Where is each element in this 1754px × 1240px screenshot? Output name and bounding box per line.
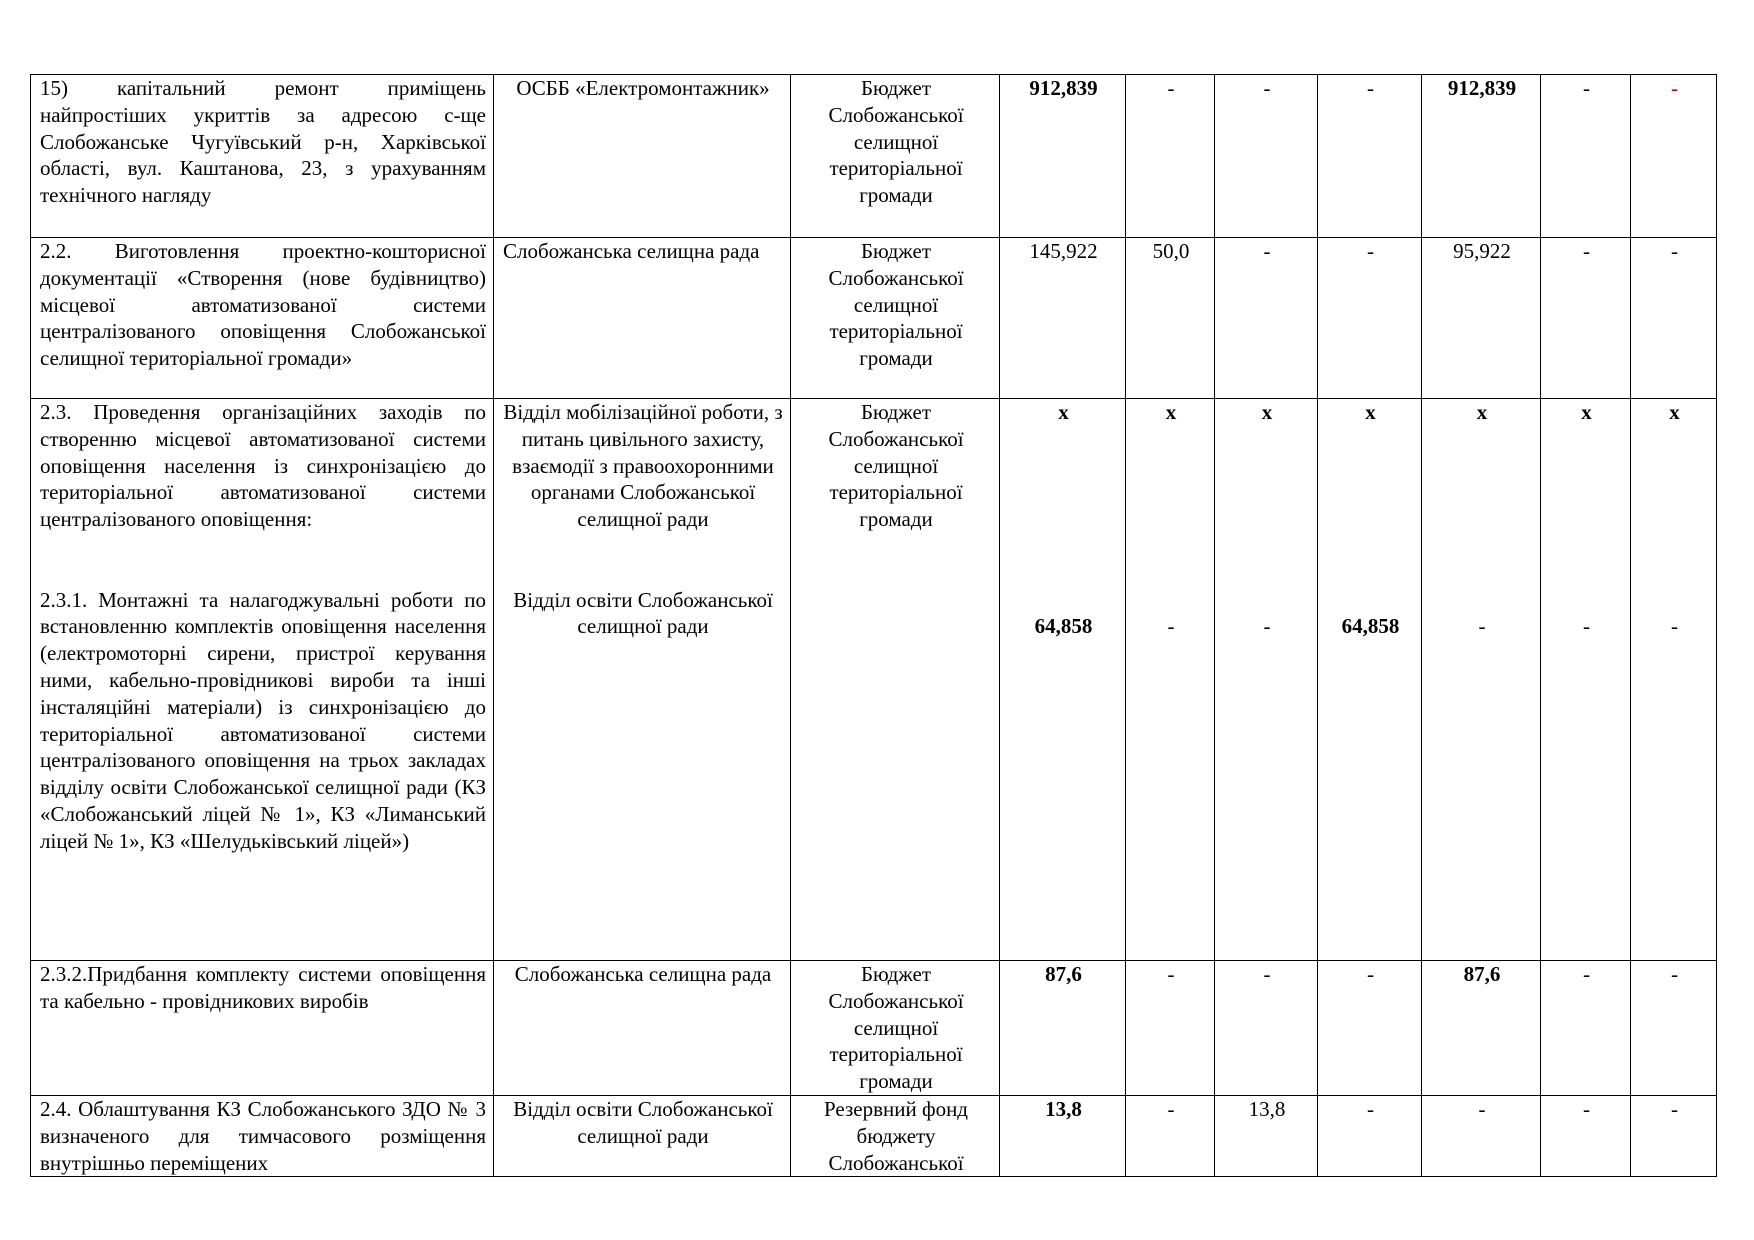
amount-cell — [1126, 399, 1215, 961]
amount-cell: - — [1126, 75, 1215, 238]
table-row — [31, 238, 1717, 399]
mark-x: x — [1365, 400, 1376, 424]
amount-cell: 13,8 — [1215, 1095, 1318, 1176]
measure-executor — [494, 399, 791, 961]
amount-cell: - — [1318, 75, 1422, 238]
funding-source: Бюджет Слобожанської селищної територіальної громади — [791, 399, 1000, 961]
amount-cell: - — [1631, 75, 1717, 238]
amount-cell: 95,922 — [1422, 238, 1541, 399]
amount-cell: - — [1126, 961, 1215, 1096]
measure-description-main: 2.3. Проведення організаційних заходів по створенню місцевої автоматизованої системи оповіщення населення із синхронізацією до територіальної автоматизованої системи централізованого оповіщення: — [40, 400, 486, 532]
total-amount: 145,922 — [1000, 238, 1126, 399]
total-amount: 13,8 — [1000, 1095, 1126, 1176]
amount-cell — [1215, 399, 1318, 961]
sub-measure-executor: Відділ освіти Слобожанської селищної ради — [513, 587, 773, 639]
amount-cell: - — [1631, 238, 1717, 399]
sub-amount: 64,858 — [1341, 614, 1400, 639]
sub-amount: - — [1583, 614, 1590, 639]
amount-cell: - — [1631, 1095, 1717, 1176]
sub-measure-description: 2.3.1. Монтажні та налагоджувальні роботи по встановленню комплектів оповіщення населення (електромоторні сирени, пристрої керування ними, кабельно-провідникові вироби та інші інсталяційні матеріали) із синхронізацією до територіальної автоматизованої системи централізованого оповіщення на трьох закладах відділу освіти Слобожанської селищної ради (КЗ «Слобожанський ліцей № 1», КЗ «Лиманський ліцей № 1», КЗ «Шелудьківський ліцей») — [40, 587, 486, 853]
funding-source: Резервний фонд бюджету Слобожанської — [791, 1095, 1000, 1176]
sub-amount: - — [1478, 614, 1486, 639]
amount-cell: - — [1631, 961, 1717, 1096]
table-row — [31, 961, 1717, 1096]
measure-description: 15) капітальний ремонт приміщень найпростіших укриттів за адресою с-ще Слобожанське Чугуївський р-н, Харківської області, вул. Каштанова, 23, з урахуванням технічного нагляду — [31, 75, 494, 238]
table-row — [31, 75, 1717, 238]
program-measures-table — [30, 74, 1717, 1177]
spacer — [503, 533, 783, 587]
amount-cell — [1318, 399, 1422, 961]
amount-cell: - — [1215, 238, 1318, 399]
sub-amount: 64,858 — [1034, 614, 1093, 639]
amount-cell: - — [1541, 75, 1631, 238]
amount-cell — [1631, 399, 1717, 961]
sub-amount: - — [1263, 614, 1271, 639]
amount-cell — [1422, 399, 1541, 961]
total-amount: 87,6 — [1000, 961, 1126, 1096]
amount-cell: - — [1318, 961, 1422, 1096]
mark-x: x — [1669, 400, 1680, 424]
total-amount — [1000, 399, 1126, 961]
table-row — [31, 1095, 1717, 1176]
measure-description: 2.4. Облаштування КЗ Слобожанського ЗДО № 3 визначеного для тимчасового розміщення внутрішньо переміщених — [31, 1095, 494, 1176]
mark-x: x — [1476, 400, 1488, 424]
sub-amount: - — [1671, 614, 1678, 639]
amount-cell: - — [1215, 961, 1318, 1096]
total-amount: 912,839 — [1000, 75, 1126, 238]
amount-cell — [1541, 399, 1631, 961]
sub-amount: - — [1167, 614, 1175, 639]
mark-x: x — [1581, 400, 1592, 424]
measure-description: 2.2. Виготовлення проектно-кошторисної документації «Створення (нове будівництво) місцевої автоматизованої системи централізованого оповіщення Слобожанської селищної територіальної громади» — [31, 238, 494, 399]
amount-cell: 912,839 — [1422, 75, 1541, 238]
mark-x: x — [1165, 400, 1177, 424]
amount-cell: - — [1541, 961, 1631, 1096]
amount-cell: - — [1318, 1095, 1422, 1176]
mark-x: x — [1058, 400, 1069, 424]
amount-cell: - — [1422, 1095, 1541, 1176]
measure-executor: Відділ освіти Слобожанської селищної ради — [494, 1095, 791, 1176]
amount-cell: 87,6 — [1422, 961, 1541, 1096]
amount-cell: 50,0 — [1126, 238, 1215, 399]
amount-cell: - — [1541, 238, 1631, 399]
table-row — [31, 399, 1717, 961]
measure-executor: Слобожанська селищна рада — [494, 961, 791, 1096]
amount-cell: - — [1126, 1095, 1215, 1176]
mark-x: x — [1261, 400, 1273, 424]
amount-cell: - — [1215, 75, 1318, 238]
measure-description — [31, 399, 494, 961]
measure-executor: ОСББ «Електромонтажник» — [494, 75, 791, 238]
spacer — [40, 533, 486, 587]
measure-executor: Слобожанська селищна рада — [494, 238, 791, 399]
measure-executor-main: Відділ мобілізаційної роботи, з питань цивільного захисту, взаємодії з правоохоронними органами Слобожанської селищної ради — [503, 400, 783, 532]
amount-cell: - — [1541, 1095, 1631, 1176]
funding-source: Бюджет Слобожанської селищної територіальної громади — [791, 75, 1000, 238]
funding-source: Бюджет Слобожанської селищної територіальної громади — [791, 961, 1000, 1096]
amount-cell: - — [1318, 238, 1422, 399]
funding-source: Бюджет Слобожанської селищної територіальної громади — [791, 238, 1000, 399]
measure-description: 2.3.2.Придбання комплекту системи оповіщення та кабельно - провідникових виробів — [31, 961, 494, 1096]
